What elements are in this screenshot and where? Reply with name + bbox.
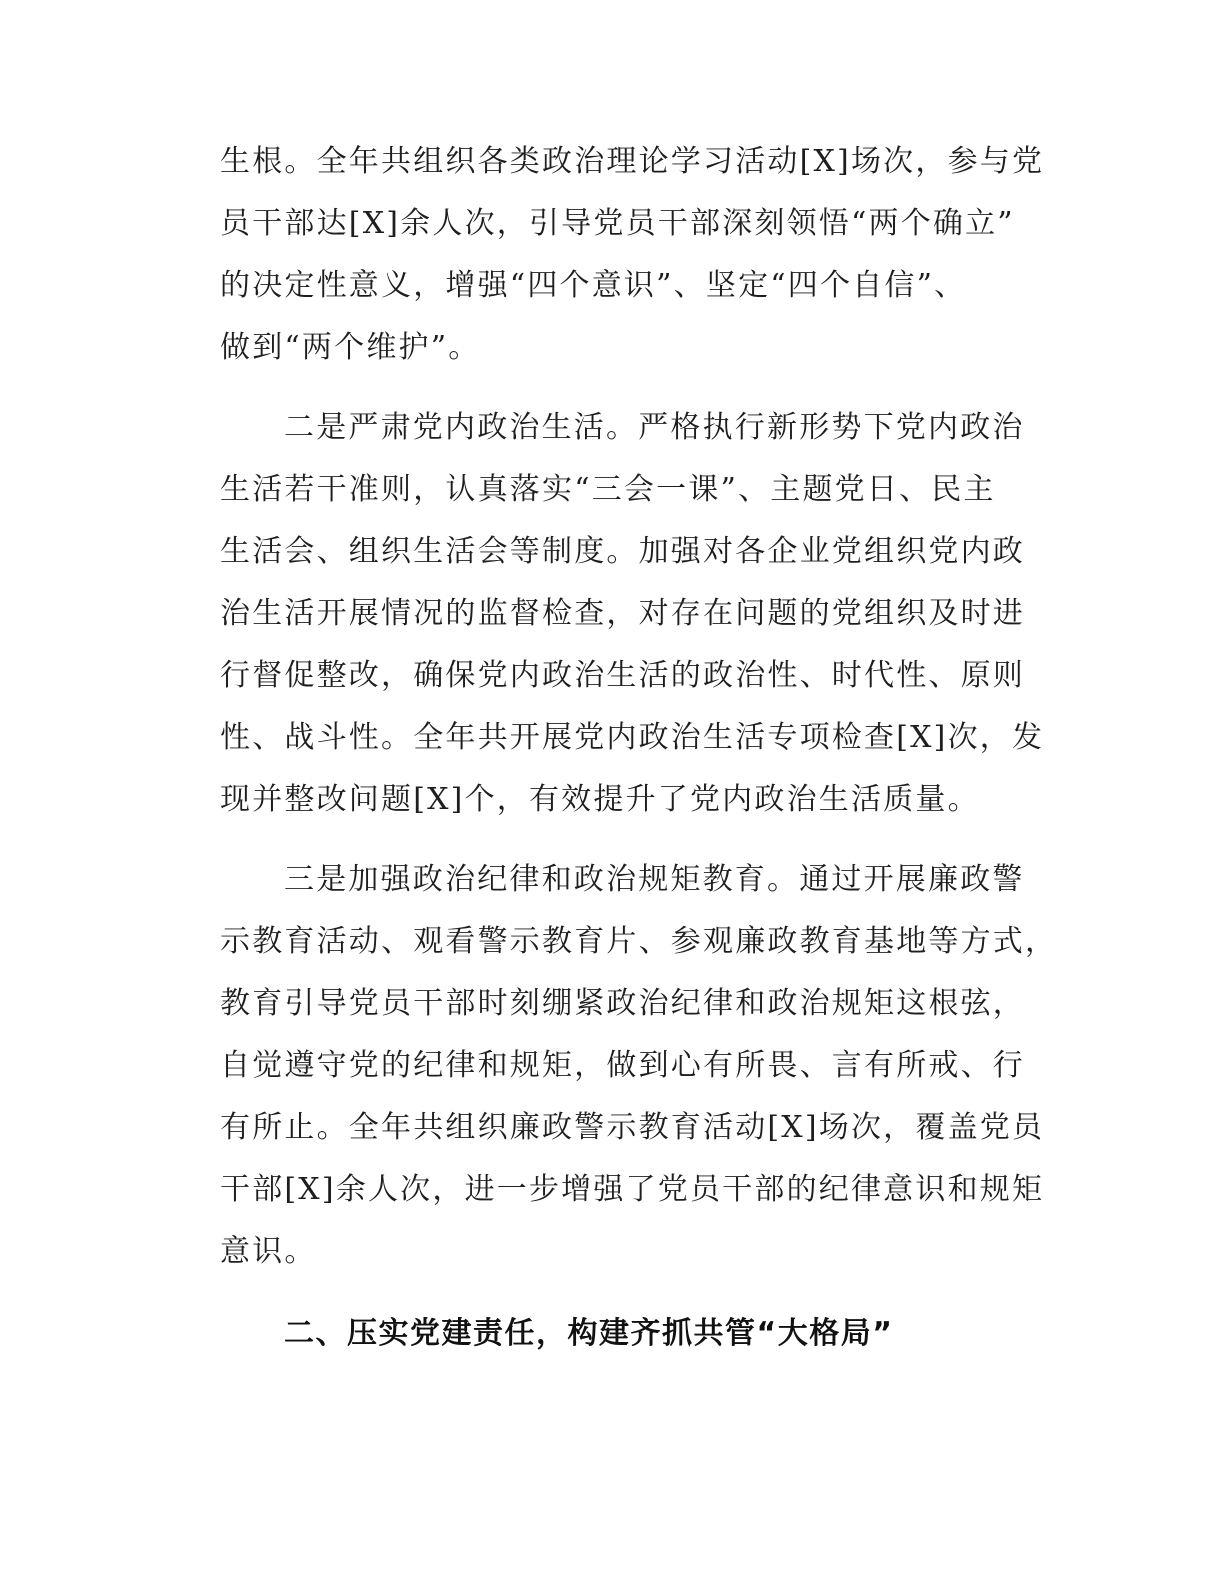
paragraph-3-line-1: 三是加强政治纪律和政治规矩教育。通过开展廉政警: [284, 862, 1025, 897]
paragraph-2-line-1: 二是严肃党内政治生活。严格执行新形势下党内政治: [284, 410, 1025, 445]
paragraph-1-line-4: 做到“两个维护”。: [220, 330, 481, 365]
paragraph-3-line-2: 示教育活动、观看警示教育片、参观廉政教育基地等方式，: [220, 924, 1058, 959]
paragraph-1-line-1: 生根。全年共组织各类政治理论学习活动[X]场次，参与党: [220, 144, 1045, 179]
paragraph-3-line-7: 意识。: [220, 1234, 317, 1269]
paragraph-2-line-5: 行督促整改，确保党内政治生活的政治性、时代性、原则: [220, 658, 1025, 693]
paragraph-1-line-3: 的决定性意义，增强“四个意识”、坚定“四个自信”、: [220, 268, 967, 303]
paragraph-2-line-6: 性、战斗性。全年共开展党内政治生活专项检查[X]次，发: [220, 720, 1045, 755]
paragraph-2-line-3: 生活会、组织生活会等制度。加强对各企业党组织党内政: [220, 534, 1025, 569]
paragraph-2-line-2: 生活若干准则，认真落实“三会一课”、主题党日、民主: [220, 472, 996, 507]
paragraph-2-line-7: 现并整改问题[X]个，有效提升了党内政治生活质量。: [220, 782, 980, 817]
paragraph-3-line-5: 有所止。全年共组织廉政警示教育活动[X]场次，覆盖党员: [220, 1110, 1045, 1145]
paragraph-3-line-4: 自觉遵守党的纪律和规矩，做到心有所畏、言有所戒、行: [220, 1048, 1025, 1083]
paragraph-1-line-2: 员干部达[X]余人次，引导党员干部深刻领悟“两个确立”: [220, 206, 1015, 241]
section-heading: 二、压实党建责任，构建齐抓共管“大格局”: [284, 1316, 894, 1351]
paragraph-3-line-3: 教育引导党员干部时刻绷紧政治纪律和政治规矩这根弦，: [220, 986, 1025, 1021]
paragraph-3-line-6: 干部[X]余人次，进一步增强了党员干部的纪律意识和规矩: [220, 1172, 1045, 1207]
paragraph-2-line-4: 治生活开展情况的监督检查，对存在问题的党组织及时进: [220, 596, 1025, 631]
